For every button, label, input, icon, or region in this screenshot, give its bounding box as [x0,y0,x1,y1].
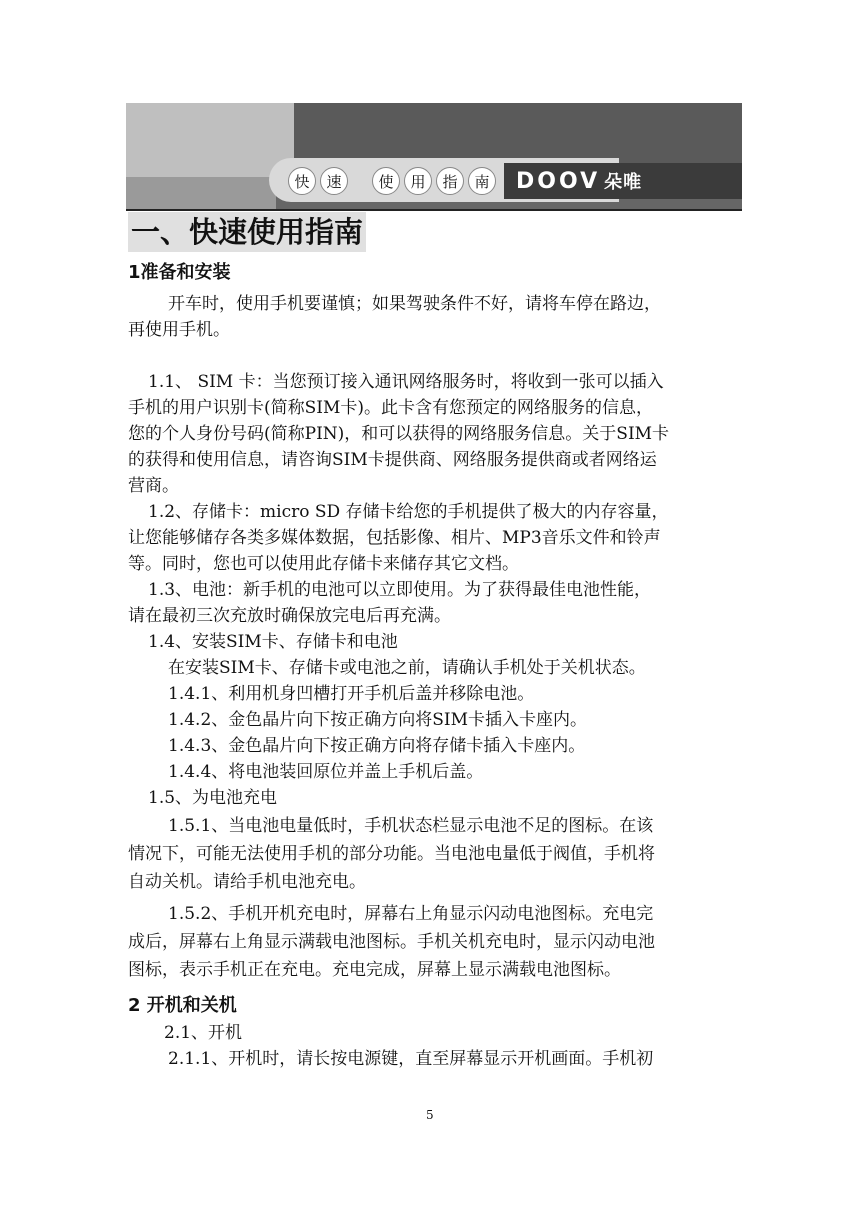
paragraph-line: 2.1.1、开机时，请长按电源键，直至屏幕显示开机画面。手机初 [168,1049,654,1069]
paragraph-line: 情况下，可能无法使用手机的部分功能。当电池电量低于阀值，手机将 [128,844,655,864]
paragraph-line: 1.4.3、金色晶片向下按正确方向将存储卡插入卡座内。 [168,736,586,756]
paragraph-line: 1.4.1、利用机身凹槽打开手机后盖并移除电池。 [168,684,535,704]
banner-char: 使 [372,167,400,195]
section-heading-2: 2 开机和关机 [128,995,237,1016]
paragraph-line: 图标，表示手机正在充电。充电完成，屏幕上显示满载电池图标。 [128,960,621,980]
paragraph-line: 1.3、电池：新手机的电池可以立即使用。为了获得最佳电池性能， [148,580,652,600]
paragraph-line: 请在最初三次充放时确保放完电后再充满。 [128,606,451,626]
banner-title-chars [288,167,500,195]
header-banner [126,103,742,210]
paragraph-line: 成后，屏幕右上角显示满载电池图标。手机关机充电时，显示闪动电池 [128,932,655,952]
paragraph-line: 再使用手机。 [128,320,230,340]
paragraph-line: 的获得和使用信息，请咨询SIM卡提供商、网络服务提供商或者网络运 [128,450,657,470]
paragraph-line: 在安装SIM卡、存储卡或电池之前，请确认手机处于关机状态。 [168,658,646,678]
paragraph-line: 手机的用户识别卡(简称SIM卡)。此卡含有您预定的网络服务的信息， [128,398,654,418]
paragraph-line: 1.4.4、将电池装回原位并盖上手机后盖。 [168,762,484,782]
header-rule [126,209,742,211]
paragraph-line: 1.2、存储卡：micro SD 存储卡给您的手机提供了极大的内存容量， [148,502,669,522]
banner-char: 指 [436,167,464,195]
paragraph-line: 自动关机。请给手机电池充电。 [128,872,366,892]
chapter-title: 一、快速使用指南 [128,212,366,252]
doov-logo [504,163,742,199]
banner-char: 南 [468,167,496,195]
paragraph-line: 1.1、 SIM 卡：当您预订接入通讯网络服务时，将收到一张可以插入 [148,372,664,392]
paragraph-line: 1.4、安装SIM卡、存储卡和电池 [148,632,398,652]
page-number: 5 [426,1108,434,1122]
paragraph-line: 1.4.2、金色晶片向下按正确方向将SIM卡插入卡座内。 [168,710,588,730]
paragraph-line: 让您能够储存各类多媒体数据，包括影像、相片、MP3音乐文件和铃声 [128,528,661,548]
banner-light-block [126,103,294,177]
paragraph-line: 1.5.1、当电池电量低时，手机状态栏显示电池不足的图标。在该 [168,816,654,836]
paragraph-line: 开车时，使用手机要谨慎；如果驾驶条件不好，请将车停在路边， [168,294,661,314]
paragraph-line: 1.5、为电池充电 [148,788,278,808]
banner-char: 速 [320,167,348,195]
paragraph-line: 1.5.2、手机开机充电时，屏幕右上角显示闪动电池图标。充电完 [168,904,654,924]
section-heading-1: 1准备和安装 [128,262,231,283]
paragraph-line: 营商。 [128,476,179,496]
banner-light-strip [126,177,276,210]
banner-char: 用 [404,167,432,195]
paragraph-line: 等。同时，您也可以使用此存储卡来储存其它文档。 [128,554,519,574]
banner-char: 快 [288,167,316,195]
paragraph-line: 2.1、开机 [164,1023,243,1043]
logo-text: DOOV [516,168,601,194]
paragraph-line: 您的个人身份号码(简称PIN)，和可以获得的网络服务信息。关于SIM卡 [128,424,670,444]
logo-cn: 朵唯 [604,172,643,193]
